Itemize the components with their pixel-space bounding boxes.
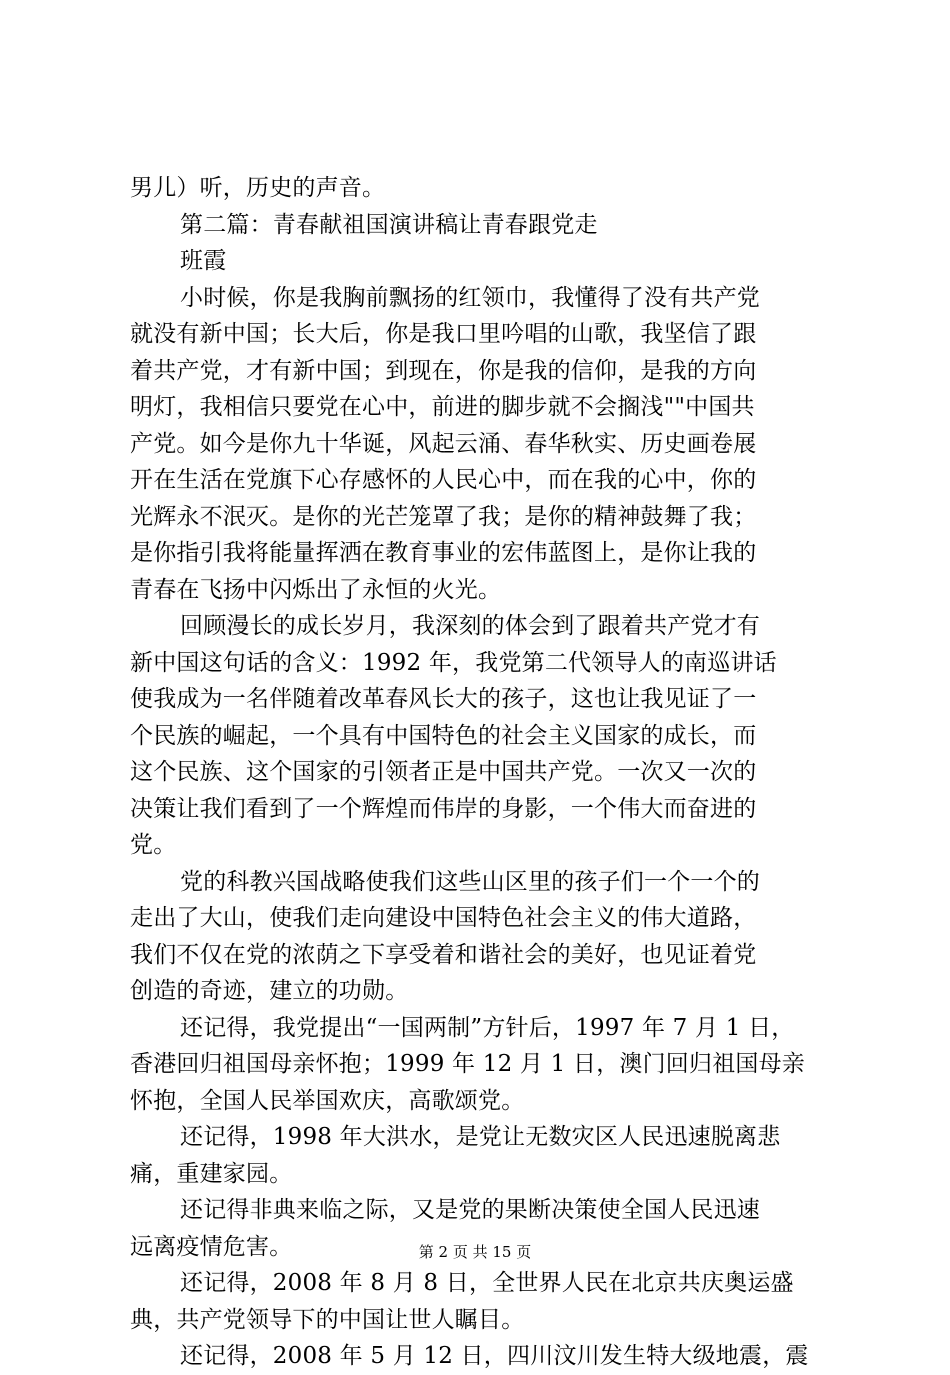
text-line: 这个民族、这个国家的引领者正是中国共产党。一次又一次的 <box>130 759 757 785</box>
text-line: 开在生活在党旗下心存感怀的人民心中，而在我的心中，你的 <box>130 467 757 493</box>
text-line: 还记得非典来临之际，又是党的果断决策使全国人民迅速 <box>180 1197 760 1223</box>
section-title: 第二篇：青春献祖国演讲稿让青春跟党走 <box>180 211 598 238</box>
text-line: 香港回归祖国母亲怀抱；1999 年 12 月 1 日，澳门回归祖国母亲 <box>130 1051 805 1077</box>
text-line: 怀抱，全国人民举国欢庆，高歌颂党。 <box>130 1087 525 1114</box>
text-line: 青春在飞扬中闪烁出了永恒的火光。 <box>130 576 502 603</box>
page-footer: 第 2 页 共 15 页 <box>418 1243 532 1261</box>
text-line: 还记得，1998 年大洪水，是党让无数灾区人民迅速脱离悲 <box>180 1124 781 1150</box>
text-line: 着共产党，才有新中国；到现在，你是我的信仰，是我的方向 <box>130 357 757 384</box>
text-line: 党的科教兴国战略使我们这些山区里的孩子们一个一个的 <box>180 868 760 895</box>
text-line: 回顾漫长的成长岁月，我深刻的体会到了跟着共产党才有 <box>180 613 760 639</box>
text-line: 男儿）听，历史的声音。 <box>130 175 386 201</box>
text-line: 创造的奇迹，建立的功勋。 <box>130 978 409 1004</box>
text-line: 还记得，2008 年 8 月 8 日，全世界人民在北京共庆奥运盛 <box>180 1270 794 1296</box>
text-line: 我们不仅在党的浓荫之下享受着和谐社会的美好，也见证着党 <box>130 941 757 968</box>
text-line: 党。 <box>130 832 177 858</box>
text-line: 走出了大山，使我们走向建设中国特色社会主义的伟大道路， <box>130 905 757 931</box>
text-line: 使我成为一名伴随着改革春风长大的孩子，这也让我见证了一 <box>130 686 757 712</box>
text-line: 还记得，2008 年 5 月 12 日，四川汶川发生特大级地震，震 <box>180 1343 809 1369</box>
text-line: 小时候，你是我胸前飘扬的红领巾，我懂得了没有共产党 <box>180 284 760 311</box>
text-line: 远离疫情危害。 <box>130 1233 293 1260</box>
text-line: 明灯，我相信只要党在心中，前进的脚步就不会搁浅""中国共 <box>130 394 755 420</box>
body-text <box>130 170 830 1375</box>
text-line: 典，共产党领导下的中国让世人瞩目。 <box>130 1306 525 1333</box>
text-line: 个民族的崛起，一个具有中国特色的社会主义国家的成长，而 <box>130 722 757 749</box>
text-line: 光辉永不泯灭。是你的光芒笼罩了我；是你的精神鼓舞了我； <box>130 503 757 530</box>
author-name: 班霞 <box>180 248 227 274</box>
text-line: 痛，重建家园。 <box>130 1160 293 1187</box>
text-line: 决策让我们看到了一个辉煌而伟岸的身影，一个伟大而奋进的 <box>130 795 757 822</box>
text-line: 是你指引我将能量挥洒在教育事业的宏伟蓝图上，是你让我的 <box>130 540 757 566</box>
text-line: 还记得，我党提出“一国两制”方针后，1997 年 7 月 1 日， <box>180 1014 795 1041</box>
text-line: 新中国这句话的含义：1992 年，我党第二代领导人的南巡讲话 <box>130 649 777 676</box>
text-line: 产党。如今是你九十华诞，风起云涌、春华秋实、历史画卷展 <box>130 430 757 457</box>
text-line: 就没有新中国；长大后，你是我口里吟唱的山歌，我坚信了跟 <box>130 321 757 347</box>
